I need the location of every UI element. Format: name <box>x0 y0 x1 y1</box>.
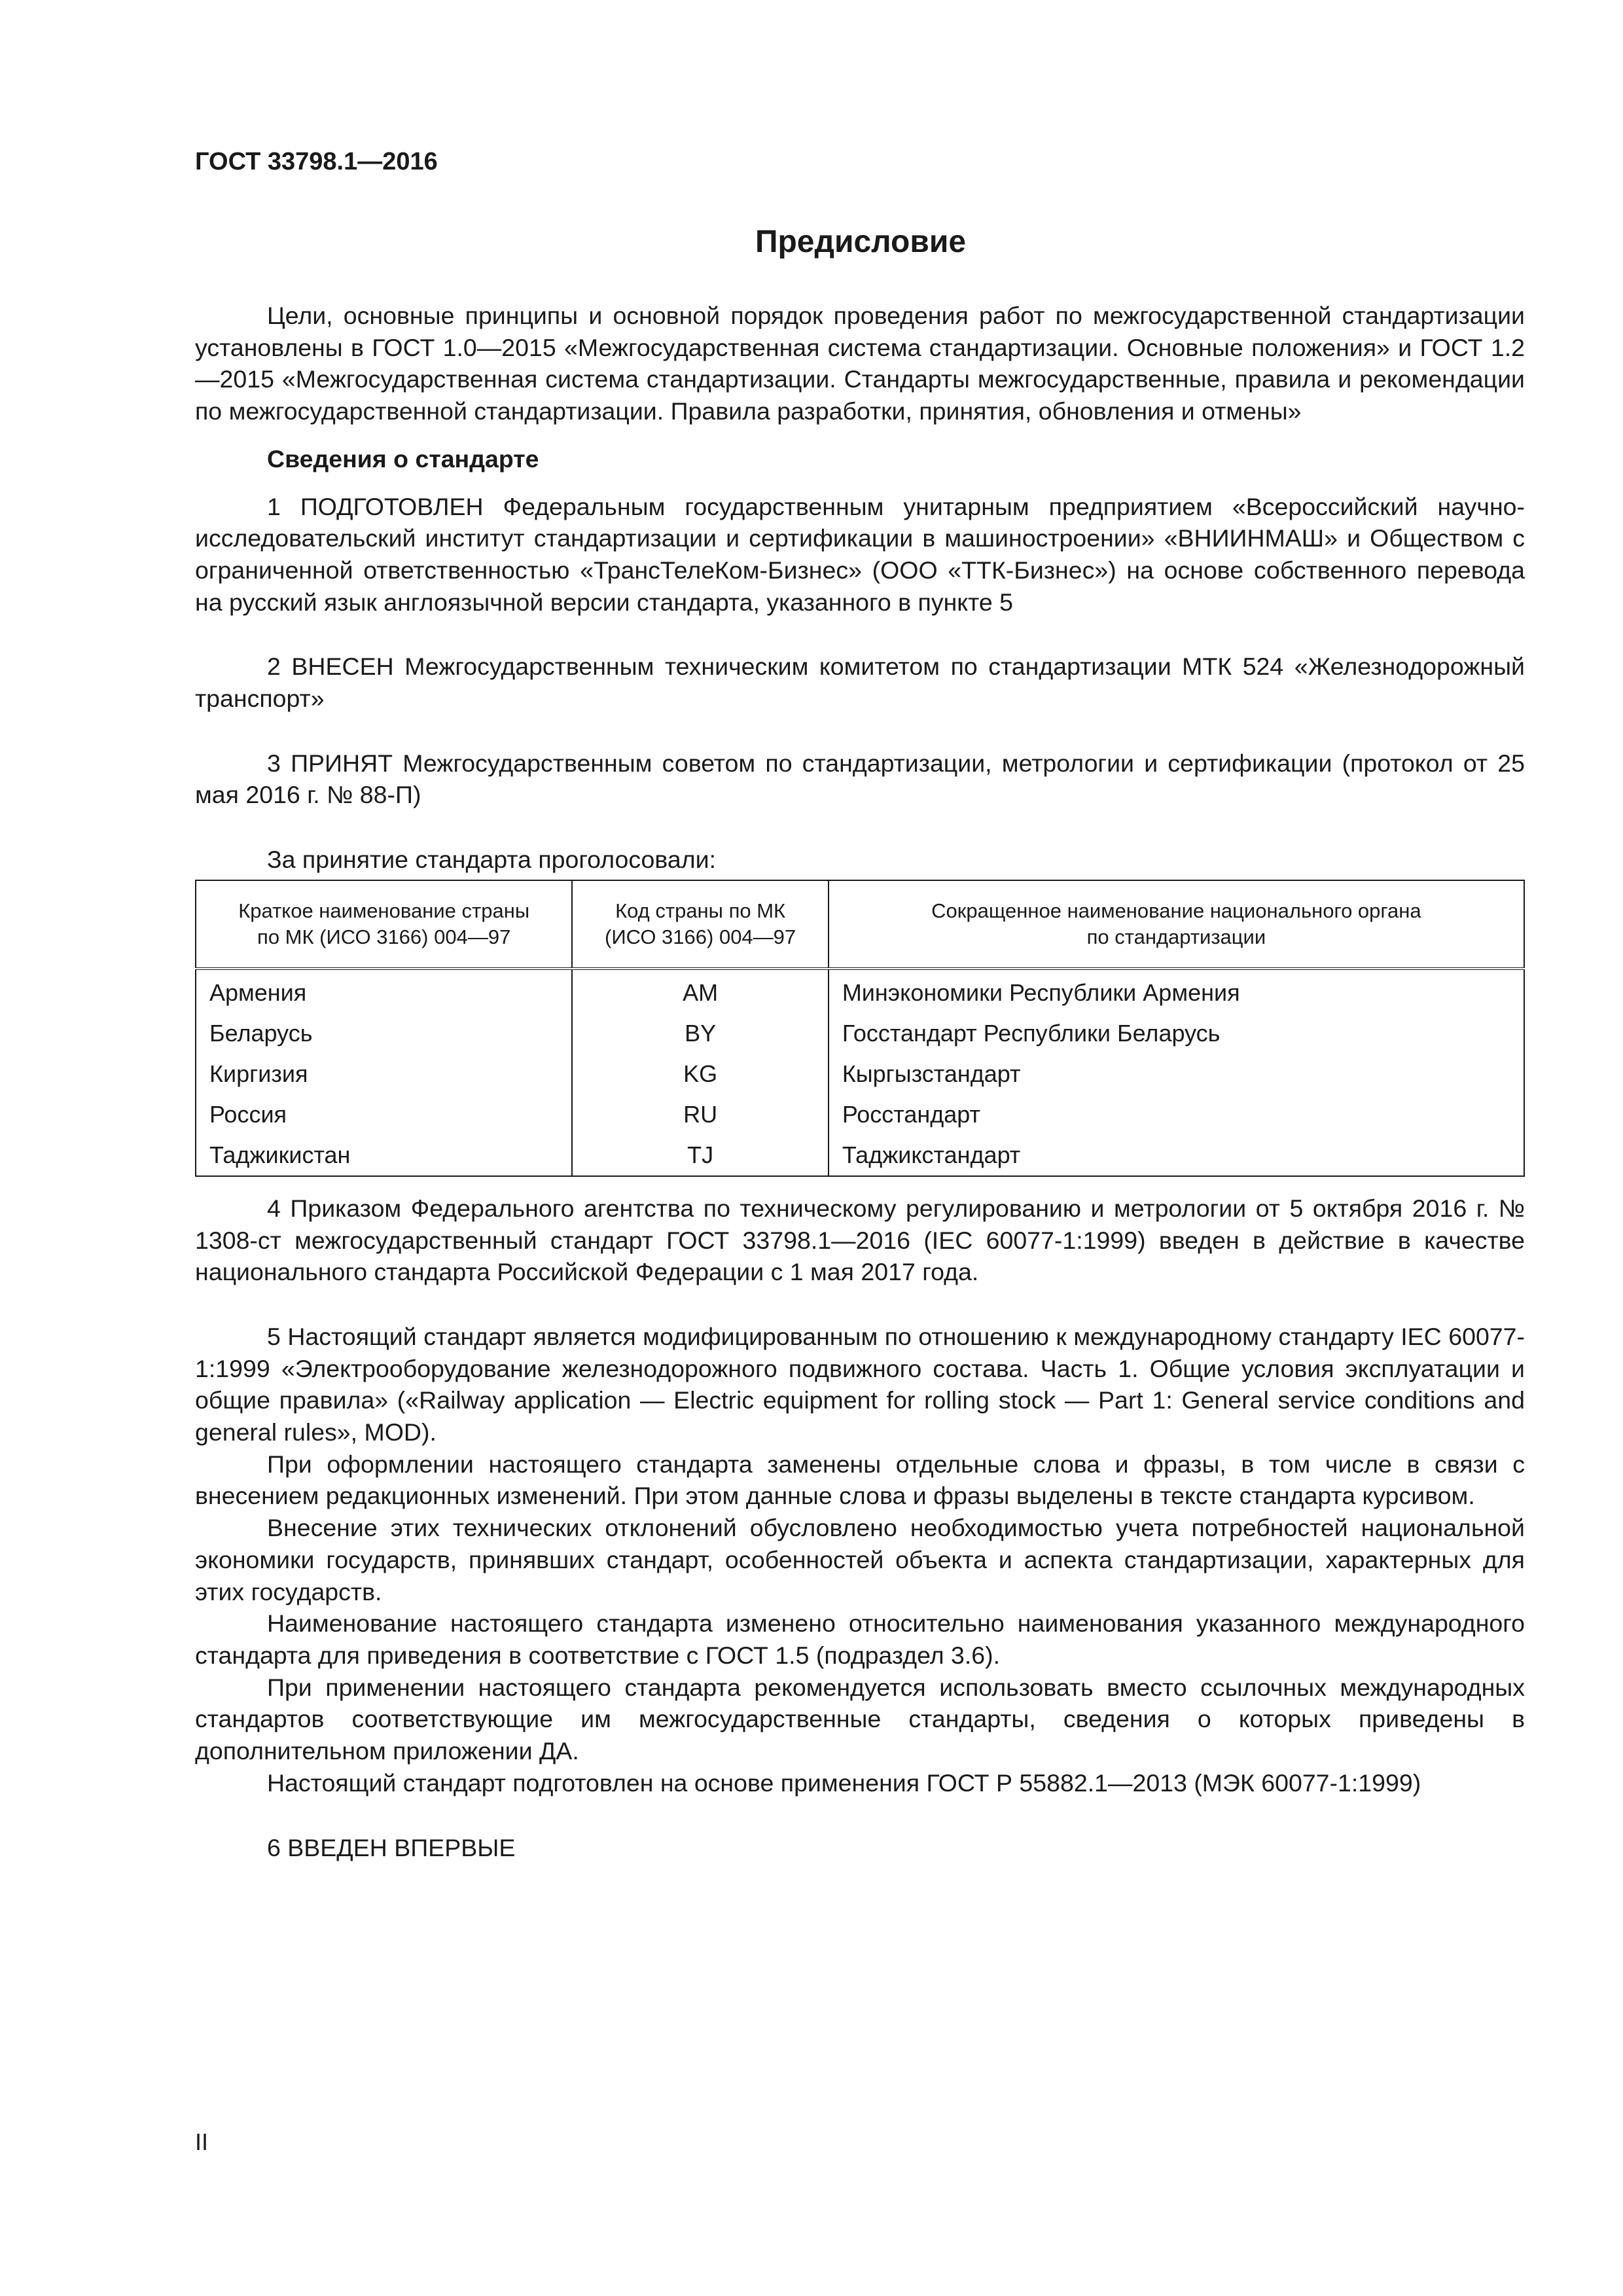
vote-intro: За принятие стандарта проголосовали: <box>267 846 717 874</box>
page-number: II <box>195 2128 209 2155</box>
item-5-note-c: Наименование настоящего стандарта изменено относительно наименования указанного международного стандарта для приведения в соответствие с ГОСТ 1.5 (подраздел 3.6). <box>195 1609 1525 1669</box>
country-cell: Беларусь <box>196 1013 572 1054</box>
body-cell: Госстандарт Республики Беларусь <box>829 1013 1524 1054</box>
code-cell: AM <box>572 969 828 1013</box>
info-heading: Сведения о стандарте <box>267 444 539 473</box>
item-1-paragraph: 1 ПОДГОТОВЛЕН Федеральным государственным унитарным предприятием «Всероссийский научно-исследовательский институт стандартизации и сертификации в машиностроении» «ВНИИНМАШ» и Обществом с ограниченной ответственностью «ТрансТелеКом-Бизнес» (ООО «ТТК-Бизнес») на основе собственного перевода на русский язык англоязычной версии стандарта, указанного в пункте 5 <box>195 492 1525 616</box>
votes-table <box>195 880 1525 1177</box>
item-4-paragraph: 4 Приказом Федерального агентства по техническому регулированию и метрологии от 5 октября 2016 г. № 1308-ст межгосударственный стандарт ГОСТ 33798.1—2016 (IEC 60077-1:1999) введен в действие в качестве национального стандарта Российской Федерации с 1 мая 2017 года. <box>195 1194 1525 1286</box>
item-3-paragraph: 3 ПРИНЯТ Межгосударственным советом по стандартизации, метрологии и сертификации (протокол от 25 мая 2016 г. № 88-П) <box>195 749 1525 809</box>
header-country-name: Краткое наименование страны по МК (ИСО 3166) 004—97 <box>196 880 572 969</box>
country-cell: Россия <box>196 1094 572 1135</box>
code-cell: BY <box>572 1013 828 1054</box>
code-cell: KG <box>572 1054 828 1094</box>
intro-paragraph: Цели, основные принципы и основной порядок проведения работ по межгосударственной стандартизации установлены в ГОСТ 1.0—2015 «Межгосударственная система стандартизации. Основные положения» и ГОСТ 1.2—2015 «Межгосударственная система стандартизации. Стандарты межгосударственные, правила и рекомендации по межгосударственной стандартизации. Правила разработки, принятия, обновления и отмены» <box>195 302 1525 425</box>
foreword-body <box>195 300 1525 1863</box>
header-country-code: Код страны по МК (ИСО 3166) 004—97 <box>572 880 828 969</box>
table-header-row <box>196 880 1524 969</box>
country-cell: Армения <box>196 969 572 1013</box>
body-cell: Кыргызстандарт <box>829 1054 1524 1094</box>
document-code-header: ГОСТ 33798.1—2016 <box>195 148 438 175</box>
country-cell: Киргизия <box>196 1054 572 1094</box>
item-5-note-b: Внесение этих технических отклонений обусловлено необходимостью учета потребностей национальной экономики государств, принявших стандарт, особенностей объекта и аспекта стандартизации, характерных для этих государств. <box>195 1514 1525 1605</box>
item-2-paragraph: 2 ВНЕСЕН Межгосударственным техническим комитетом по стандартизации МТК 524 «Железнодорожный транспорт» <box>195 653 1525 713</box>
country-cell: Таджикистан <box>196 1135 572 1176</box>
table-row <box>196 1013 1524 1054</box>
item-6-paragraph: 6 ВВЕДЕН ВПЕРВЫЕ <box>267 1833 516 1861</box>
item-5-note-a: При оформлении настоящего стандарта заменены отдельные слова и фразы, в том числе в связи с внесением редакционных изменений. При этом данные слова и фразы выделены в тексте стандарта курсивом. <box>195 1450 1525 1510</box>
table-row <box>196 1054 1524 1094</box>
code-cell: RU <box>572 1094 828 1135</box>
item-5-note-e: Настоящий стандарт подготовлен на основе применения ГОСТ Р 55882.1—2013 (МЭК 60077-1:1999) <box>267 1768 1421 1797</box>
item-5-paragraph: 5 Настоящий стандарт является модифицированным по отношению к международному стандарту IEC 60077-1:1999 «Электрооборудование железнодорожного подвижного состава. Часть 1. Общие условия эксплуатации и общие правила» («Railway application — Electric equipment for rolling stock — Part 1: General service conditions and general rules», MOD). <box>195 1322 1525 1446</box>
body-cell: Таджикстандарт <box>829 1135 1524 1176</box>
body-cell: Росстандарт <box>829 1094 1524 1135</box>
table-row <box>196 1135 1524 1176</box>
table-row <box>196 969 1524 1013</box>
page-title: Предисловие <box>755 224 967 259</box>
code-cell: TJ <box>572 1135 828 1176</box>
body-cell: Минэкономики Республики Армения <box>829 969 1524 1013</box>
table-row <box>196 1094 1524 1135</box>
item-5-note-d: При применении настоящего стандарта рекомендуется использовать вместо ссылочных международных стандартов соответствующие им межгосударственные стандарты, сведения о которых приведены в дополнительном приложении ДА. <box>195 1673 1525 1765</box>
header-national-body: Сокращенное наименование национального органа по стандартизации <box>829 880 1524 969</box>
